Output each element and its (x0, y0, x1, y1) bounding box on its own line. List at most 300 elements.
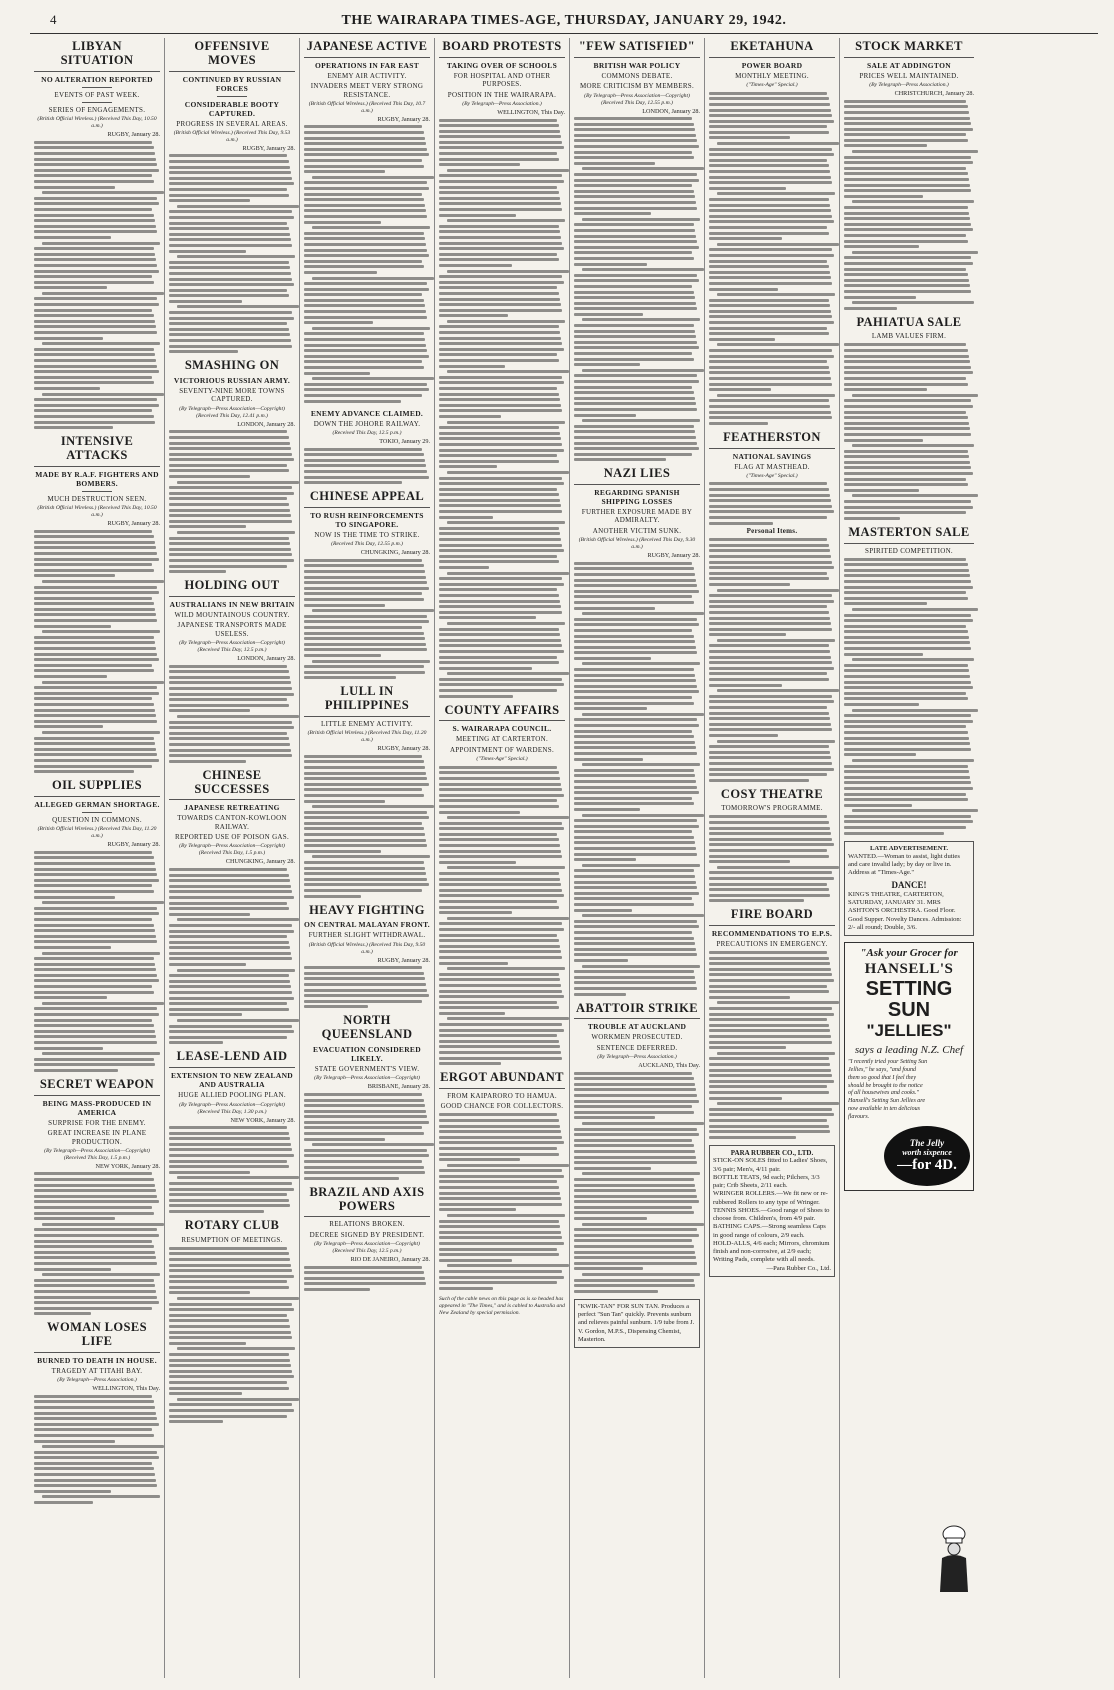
newspaper-title: THE WAIRARAPA TIMES-AGE, THURSDAY, JANUARY 29, 1942. (341, 12, 787, 28)
text-line (34, 225, 156, 228)
text-line (304, 304, 425, 307)
text-line (169, 991, 292, 994)
text-line (34, 991, 154, 994)
dateline: LONDON, January 28. (237, 655, 295, 663)
text-line (34, 985, 152, 988)
text-line (34, 653, 157, 656)
text-line (574, 374, 697, 377)
text-line (42, 731, 160, 734)
text-line (574, 1133, 699, 1136)
text-line (574, 162, 655, 165)
text-line (177, 255, 295, 258)
subheadline: SENTENCE DEFERRED. (596, 1043, 678, 1052)
text-line (34, 613, 156, 616)
text-line (169, 559, 294, 562)
text-line (709, 265, 829, 268)
text-line (34, 647, 156, 650)
text-line (304, 1171, 425, 1174)
subheadline: POSITION IN THE WAIRARAPA. (447, 90, 557, 99)
text-line (312, 226, 430, 229)
text-line (574, 207, 697, 210)
text-line (844, 206, 968, 209)
text-line (169, 743, 290, 746)
text-line (304, 615, 427, 618)
text-line (709, 254, 834, 257)
text-line (304, 204, 425, 207)
text-line (574, 1083, 695, 1086)
text-line (439, 594, 559, 597)
text-line (439, 872, 559, 875)
article-japanese-active (304, 40, 430, 403)
text-line (304, 148, 427, 151)
text-line (574, 931, 692, 934)
text-line (439, 555, 557, 558)
text-line (439, 611, 562, 614)
text-line (709, 360, 827, 363)
subheadline: GREAT INCREASE IN PLANE PRODUCTION. (47, 1129, 147, 1146)
article-abattoir-strike (574, 1002, 700, 1293)
text-line (709, 1069, 831, 1072)
subheadline: SALE AT ADDINGTON (867, 60, 951, 70)
text-line (709, 628, 832, 631)
text-line (574, 223, 694, 226)
text-line (169, 726, 294, 729)
text-line (169, 537, 289, 540)
text-line (304, 570, 425, 573)
text-line (574, 1195, 697, 1198)
text-line (169, 160, 289, 163)
text-line (439, 1231, 561, 1234)
article-body (169, 1247, 295, 1423)
ad-item: HOLD-ALLS, 4/6 each; Mirrors, chromium finish and non-corrosive, at 2/9 each; Writing Pads, complete with all needs. (713, 1239, 830, 1264)
text-line (169, 1415, 287, 1418)
subheadline: EVENTS OF PAST WEEK. (54, 90, 140, 99)
text-line (709, 756, 831, 759)
text-line (304, 889, 422, 892)
subheadline: REGARDING SPANISH SHIPPING LOSSES (594, 488, 680, 507)
text-line (169, 272, 291, 275)
text-line (34, 1406, 155, 1409)
wanted-ad: WANTED.—Woman to assist, light duties and care invalid lady; by day or live in. Address at "Times-Age." (848, 852, 960, 877)
text-line (574, 909, 632, 912)
text-line (34, 314, 154, 317)
text-line (304, 349, 427, 352)
text-line (304, 766, 425, 769)
text-line (709, 661, 832, 664)
text-line (169, 328, 289, 331)
text-line (574, 151, 692, 154)
text-line (34, 348, 154, 351)
subheadline: EXTENSION TO NEW ZEALAND AND AUSTRALIA (170, 1071, 294, 1090)
text-line (304, 665, 424, 668)
text-line (439, 939, 559, 942)
text-line (844, 641, 970, 644)
article-board-protests (439, 40, 565, 698)
text-line (439, 292, 559, 295)
text-line (169, 509, 290, 512)
text-line (709, 622, 831, 625)
text-line (34, 541, 155, 544)
text-line (304, 355, 429, 358)
text-line (439, 236, 561, 239)
text-line (574, 724, 699, 727)
text-line (304, 833, 425, 836)
text-line (304, 1266, 422, 1269)
text-line (709, 388, 771, 391)
ad-item: WRINGER ROLLERS.—We fit new or re-rubbered Rollers to any type of Wringer. (713, 1190, 828, 1206)
text-line (439, 387, 557, 390)
text-line (169, 283, 294, 286)
wire-credit: (By Telegraph—Press Association.) (462, 100, 542, 107)
text-line (439, 771, 559, 774)
text-line (439, 883, 561, 886)
text-line (304, 1154, 429, 1157)
wire-credit: (By Telegraph—Press Association.) (57, 1377, 137, 1384)
text-line (574, 251, 692, 254)
text-line (844, 455, 969, 458)
text-line (574, 1116, 655, 1119)
text-line (844, 619, 973, 622)
text-line (304, 338, 425, 341)
article-body (844, 558, 974, 835)
text-line (844, 697, 968, 700)
column-6 (705, 38, 840, 1678)
text-line (169, 930, 294, 933)
text-line (34, 365, 157, 368)
text-line (709, 366, 829, 369)
dateline: WELLINGTON, This Day. (497, 108, 565, 116)
text-line (304, 181, 427, 184)
article-body (574, 562, 700, 996)
text-line (709, 422, 768, 425)
text-line (439, 437, 561, 440)
article-body (304, 755, 430, 898)
text-line (844, 517, 900, 520)
ad-title: PARA RUBBER CO., LTD. (730, 1148, 814, 1157)
text-line (169, 1409, 294, 1412)
text-line (169, 216, 294, 219)
text-line (169, 442, 290, 445)
text-line (709, 321, 834, 324)
text-line (169, 553, 292, 556)
text-line (34, 1024, 154, 1027)
text-line (304, 966, 422, 969)
text-line (304, 850, 381, 853)
subheadline: HUGE ALLIED POOLING PLAN. (178, 1091, 286, 1100)
text-line (709, 131, 829, 134)
text-line (709, 957, 829, 960)
text-line (304, 576, 426, 579)
text-line (709, 838, 832, 841)
text-line (304, 1271, 424, 1274)
text-line (709, 827, 830, 830)
text-line (439, 577, 562, 580)
text-line (709, 849, 827, 852)
text-line (844, 117, 970, 120)
text-line (574, 402, 696, 405)
text-line (169, 261, 289, 264)
text-line (709, 282, 832, 285)
text-line (574, 1234, 699, 1237)
text-line (304, 839, 426, 842)
text-line (709, 871, 832, 874)
text-line (709, 187, 786, 190)
text-line (709, 377, 831, 380)
text-line (34, 929, 155, 932)
text-line (844, 343, 966, 346)
text-line (34, 996, 107, 999)
text-line (709, 1119, 827, 1122)
article-body (169, 1126, 295, 1213)
text-line (439, 661, 559, 664)
text-line (304, 989, 427, 992)
text-line (34, 608, 155, 611)
text-line (439, 911, 512, 914)
text-line (177, 305, 299, 308)
text-line (574, 1189, 696, 1192)
text-line (717, 589, 839, 592)
text-line (844, 692, 966, 695)
text-line (574, 335, 696, 338)
text-line (439, 1119, 559, 1122)
text-line (169, 570, 226, 573)
text-line (852, 394, 978, 397)
wire-credit: (By Telegraph—Press Association—Copyright) (Received This Day, 1.5 p.m.) (179, 843, 285, 857)
text-line (169, 311, 292, 314)
text-line (574, 235, 696, 238)
text-line (304, 1005, 368, 1008)
subheadline: INVADERS MEET VERY STRONG RESISTANCE. (310, 82, 424, 99)
para-rubber-advertisement (709, 1145, 835, 1277)
text-line (34, 753, 157, 756)
text-line (709, 209, 831, 212)
text-line (34, 759, 159, 762)
text-line (439, 889, 562, 892)
text-line (304, 772, 426, 775)
text-line (852, 709, 978, 712)
text-line (844, 500, 971, 503)
text-line (439, 838, 559, 841)
text-line (34, 1290, 156, 1293)
text-line (844, 273, 968, 276)
article-body (304, 1266, 430, 1291)
text-line (709, 894, 830, 897)
text-line (169, 1264, 291, 1267)
text-line (304, 620, 429, 623)
subheadline: FOR HOSPITAL AND OTHER PURPOSES. (453, 71, 551, 89)
text-line (574, 730, 692, 733)
text-line (169, 1286, 289, 1289)
text-line (439, 314, 508, 317)
headline: LULL IN PHILIPPINES (304, 685, 430, 717)
text-line (844, 256, 971, 259)
dateline: RUGBY, January 28. (107, 519, 160, 527)
text-line (169, 974, 289, 977)
text-line (34, 1268, 111, 1271)
text-line (709, 288, 778, 291)
headline: WOMAN LOSES LIFE (34, 1321, 160, 1353)
text-line (709, 762, 832, 765)
text-line (439, 376, 562, 379)
text-line (304, 237, 425, 240)
text-line (709, 1018, 827, 1021)
text-line (852, 251, 978, 254)
text-line (34, 625, 111, 628)
subheadline: TROUBLE AT AUCKLAND (587, 1022, 687, 1032)
text-line (574, 139, 697, 142)
dateline: RUGBY, January 28. (377, 115, 430, 123)
text-line (34, 426, 113, 429)
text-line (439, 174, 562, 177)
text-line (34, 309, 152, 312)
text-line (304, 293, 422, 296)
text-line (304, 448, 422, 451)
text-line (169, 525, 246, 528)
text-line (304, 1115, 427, 1118)
text-line (574, 752, 697, 755)
text-line (34, 180, 154, 183)
text-line (574, 847, 696, 850)
text-line (304, 760, 424, 763)
wire-credit: ("Times-Age" Special.) (746, 82, 798, 89)
text-line (34, 918, 152, 921)
text-line (34, 158, 156, 161)
text-line (169, 946, 290, 949)
text-line (169, 913, 250, 916)
text-line (582, 1172, 700, 1175)
text-line (717, 689, 839, 692)
text-line (34, 1412, 156, 1415)
text-line (34, 546, 156, 549)
text-line (169, 721, 292, 724)
text-line (844, 714, 971, 717)
text-line (574, 391, 694, 394)
text-line (844, 686, 973, 689)
text-line (304, 994, 429, 997)
text-line (439, 1203, 562, 1206)
subheadline: ALLEGED GERMAN SHORTAGE. (34, 799, 160, 809)
text-line (709, 617, 830, 620)
text-line (304, 883, 429, 886)
text-line (709, 821, 829, 824)
subheadline: PROGRESS IN SEVERAL AREAS. (176, 119, 288, 128)
text-line (582, 318, 700, 321)
text-line (574, 179, 699, 182)
text-line (34, 1284, 155, 1287)
text-line (709, 779, 809, 782)
dateline: RUGBY, January 28. (107, 131, 160, 139)
article-chinese-appeal (304, 490, 430, 679)
text-line (169, 1336, 292, 1339)
text-line (709, 1046, 786, 1049)
text-line (574, 819, 697, 822)
text-line (304, 470, 427, 473)
headline: OIL SUPPLIES (34, 779, 160, 797)
text-line (447, 816, 569, 819)
text-line (169, 244, 292, 247)
text-line (439, 449, 564, 452)
text-line (709, 248, 832, 251)
text-line (439, 878, 560, 881)
text-line (439, 656, 557, 659)
text-line (844, 614, 971, 617)
text-line (844, 681, 971, 684)
subheadline: PRICES WELL MAINTAINED. (859, 71, 959, 80)
text-line (582, 612, 704, 615)
subheadline: LAMB VALUES FIRM. (871, 332, 947, 341)
text-line (304, 1132, 424, 1135)
subheadline: SPIRITED COMPETITION. (865, 546, 953, 555)
article-body (34, 1172, 160, 1315)
text-line (439, 1153, 559, 1156)
text-line (574, 696, 692, 699)
headline: FIRE BOARD (709, 908, 835, 926)
text-line (34, 597, 152, 600)
text-line (709, 734, 778, 737)
text-line (844, 647, 971, 650)
text-line (574, 937, 694, 940)
text-line (34, 896, 115, 899)
text-line (34, 1234, 159, 1237)
text-line (574, 797, 692, 800)
text-line (177, 481, 299, 484)
text-line (439, 683, 564, 686)
text-line (34, 253, 155, 256)
article-body (439, 119, 565, 698)
text-line (709, 990, 829, 993)
text-line (169, 985, 291, 988)
text-line (574, 1245, 694, 1248)
text-line (439, 628, 559, 631)
article-enemy-advance (304, 409, 430, 485)
text-line (304, 587, 429, 590)
text-line (169, 732, 287, 735)
text-line (34, 1030, 155, 1033)
headline: ABATTOIR STRIKE (574, 1002, 700, 1020)
text-line (717, 394, 835, 397)
text-line (574, 1167, 651, 1170)
column-1 (30, 38, 165, 1678)
divider (82, 87, 112, 88)
headline: BOARD PROTESTS (439, 40, 565, 58)
text-line (574, 263, 647, 266)
text-line (34, 1456, 159, 1459)
column-5 (570, 38, 705, 1678)
text-line (304, 1110, 426, 1113)
text-line (582, 763, 700, 766)
subheadline: BURNED TO DEATH IN HOUSE. (37, 1355, 157, 1365)
text-line (709, 1125, 829, 1128)
text-line (844, 268, 966, 271)
text-line (169, 868, 287, 871)
text-line (439, 928, 564, 931)
text-line (844, 433, 971, 436)
text-line (304, 271, 377, 274)
text-line (34, 530, 152, 533)
text-line (574, 780, 696, 783)
subheadline: JAPANESE TRANSPORTS MADE USELESS. (177, 621, 287, 638)
dateline: RIO DE JANEIRO, January 28. (350, 1256, 430, 1264)
text-line (312, 176, 434, 179)
text-line (34, 286, 107, 289)
subheadline: MORE CRITICISM BY MEMBERS. (579, 82, 695, 91)
text-line (717, 1102, 839, 1105)
text-line (439, 398, 560, 401)
subheadline: AUSTRALIANS IN NEW BRITAIN (169, 599, 295, 609)
text-line (709, 310, 831, 313)
text-line (574, 886, 697, 889)
text-line (304, 243, 426, 246)
